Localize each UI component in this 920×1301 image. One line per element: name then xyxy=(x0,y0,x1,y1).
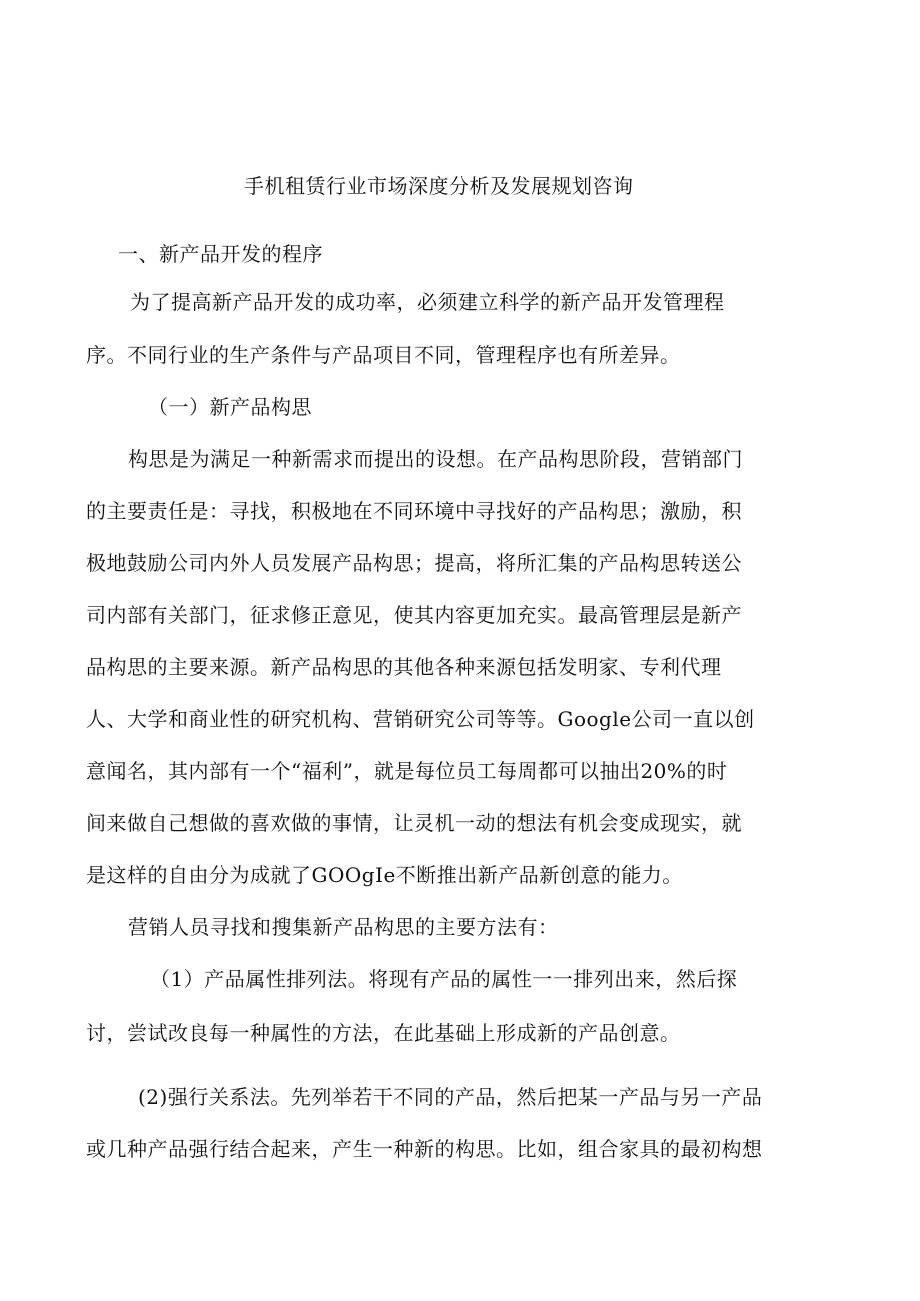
paragraph-line: 营销人员寻找和搜集新产品构思的主要方法有： xyxy=(128,915,559,939)
section-heading: 一、新产品开发的程序 xyxy=(118,242,323,266)
list-item-line: （1）产品属性排列法。将现有产品的属性一一排列出来，然后探 xyxy=(150,967,738,991)
paragraph-line: 人、大学和商业性的研究机构、营销研究公司等等。Google公司一直以创 xyxy=(86,707,755,731)
subsection-heading: （一）新产品构思 xyxy=(148,395,312,419)
paragraph-line: 品构思的主要来源。新产品构思的其他各种来源包括发明家、专利代理 xyxy=(86,655,722,679)
paragraph-line: 司内部有关部门，征求修正意见，使其内容更加充实。最高管理层是新产 xyxy=(86,603,742,627)
paragraph-line: 间来做自己想做的喜欢做的事情，让灵机一动的想法有机会变成现实，就 xyxy=(86,811,742,835)
list-item-line: (2)强行关系法。先列举若干不同的产品，然后把某一产品与另一产品 xyxy=(138,1085,763,1109)
paragraph-line: 极地鼓励公司内外人员发展产品构思；提高，将所汇集的产品构思转送公 xyxy=(86,551,742,575)
paragraph-line: 是这样的自由分为成就了GOOgIe不断推出新产品新创意的能力。 xyxy=(86,863,683,887)
paragraph-line: 序。不同行业的生产条件与产品项目不同，管理程序也有所差异。 xyxy=(86,343,681,367)
list-item-line: 讨，尝试改良每一种属性的方法，在此基础上形成新的产品创意。 xyxy=(86,1021,681,1045)
paragraph-line: 的主要责任是：寻找，积极地在不同环境中寻找好的产品构思；激励，积 xyxy=(86,499,742,523)
paragraph-line: 构思是为满足一种新需求而提出的设想。在产品构思阶段，营销部门 xyxy=(128,447,743,471)
paragraph-line: 为了提高新产品开发的成功率，必须建立科学的新产品开发管理程 xyxy=(130,290,725,314)
list-item-line: 或几种产品强行结合起来，产生一种新的构思。比如，组合家具的最初构想 xyxy=(86,1137,763,1161)
paragraph-line: 意闻名，其内部有一个“福利”，就是每位员工每周都可以抽出20%的时 xyxy=(86,759,728,783)
document-title: 手机租赁行业市场深度分析及发展规划咨询 xyxy=(244,174,634,198)
